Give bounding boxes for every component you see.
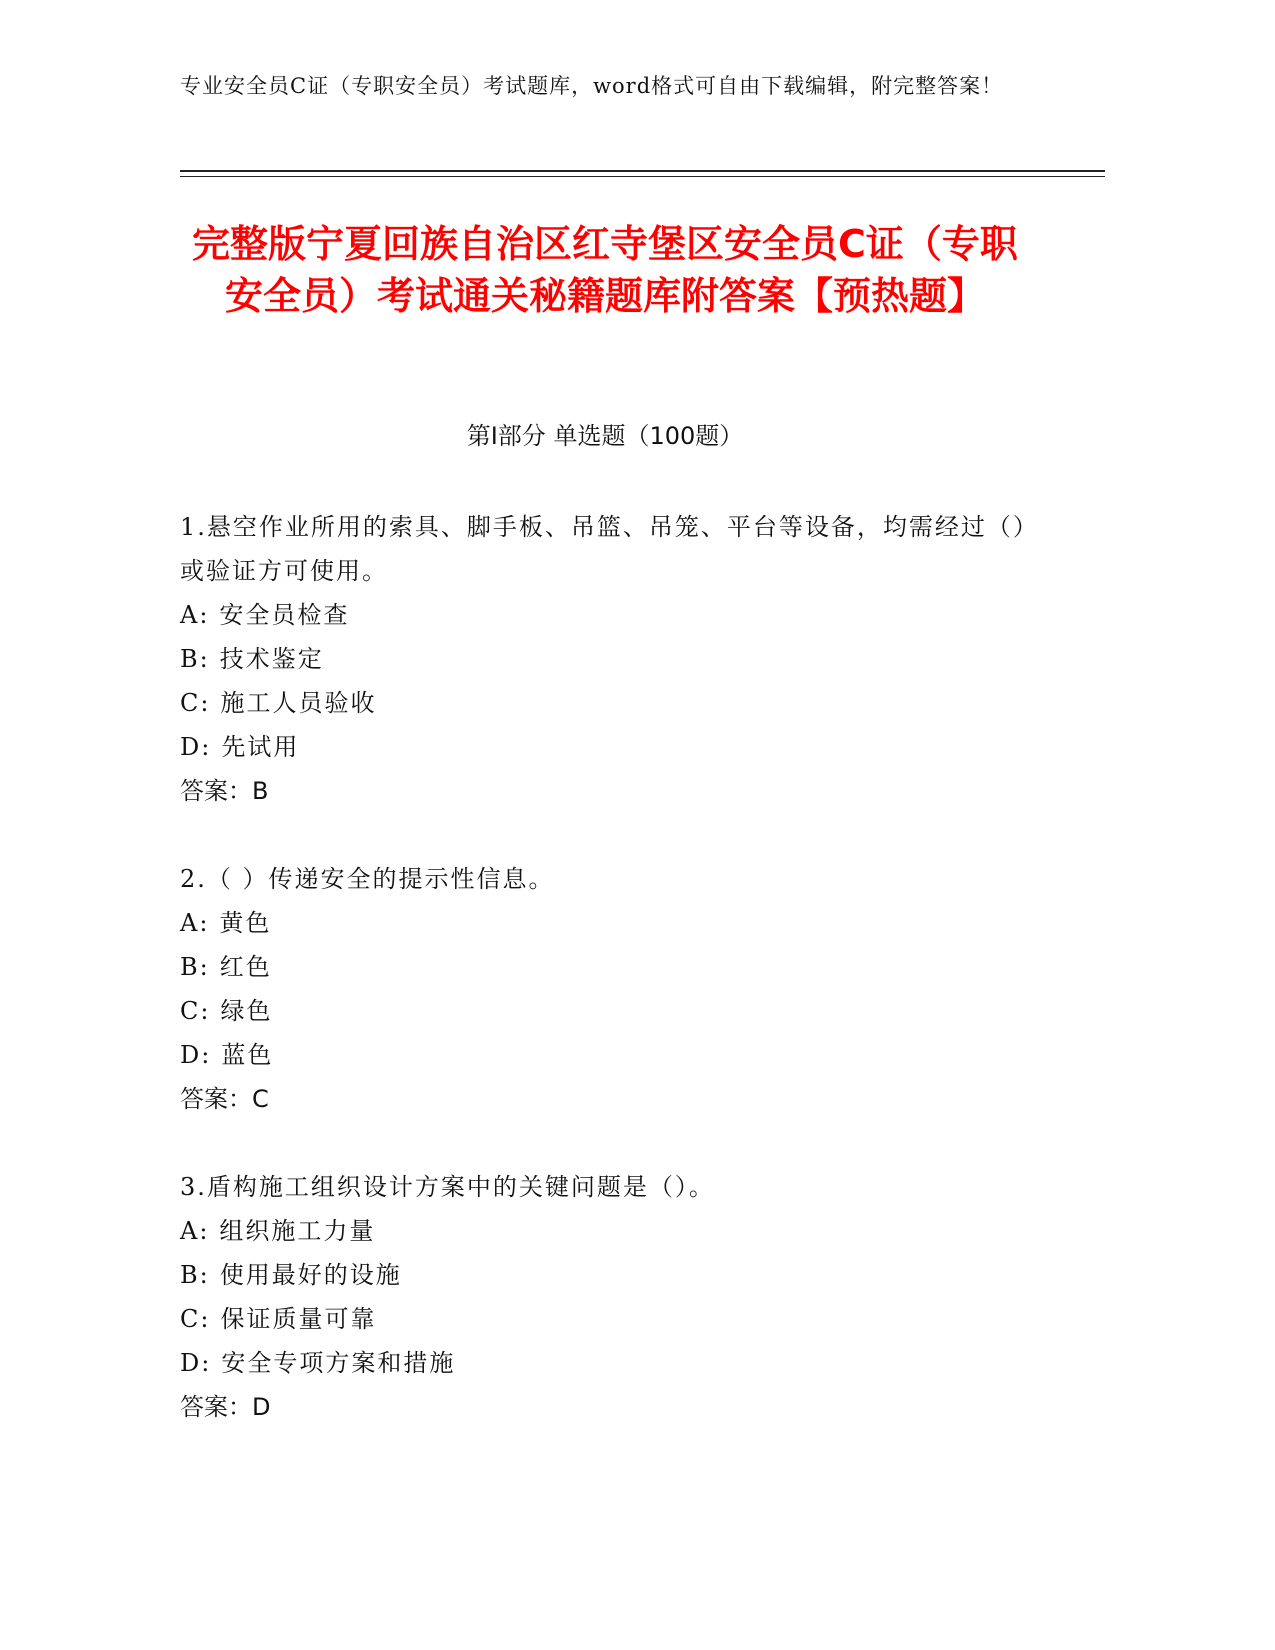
question-stem: 1.悬空作业所用的索具、脚手板、吊篮、吊笼、平台等设备，均需经过（）或验证方可使用。	[180, 513, 1027, 585]
question-option-d	[180, 725, 1030, 769]
option-key: B:	[180, 953, 210, 981]
option-text: 蓝色	[221, 1041, 274, 1069]
option-text: 施工人员验收	[220, 689, 377, 717]
section-title: 第I部分 单选题（100题）	[466, 422, 744, 450]
document-title: 完整版宁夏回族自治区红寺堡区安全员C证（专职安全员）考试通关秘籍题库附答案【预热题】	[192, 222, 1018, 318]
option-text: 使用最好的设施	[219, 1261, 402, 1289]
option-key: D:	[180, 1041, 212, 1069]
header-rule-thick	[180, 170, 1105, 172]
question-option-a	[180, 1209, 1030, 1253]
option-key: C:	[180, 1305, 211, 1333]
option-key: C:	[180, 997, 211, 1025]
question-option-a	[180, 593, 1030, 637]
question-answer: 答案：D	[180, 1393, 271, 1421]
question-option-b	[180, 1253, 1030, 1297]
question-option-d	[180, 1033, 1030, 1077]
question-item	[180, 857, 1030, 1121]
option-text: 组织施工力量	[219, 1217, 376, 1245]
question-list	[180, 505, 1030, 1473]
option-key: A:	[180, 909, 210, 937]
question-option-c	[180, 681, 1030, 725]
question-stem: 3.盾构施工组织设计方案中的关键问题是（）。	[180, 1173, 715, 1201]
question-option-b	[180, 637, 1030, 681]
option-text: 先试用	[221, 733, 300, 761]
option-text: 绿色	[220, 997, 273, 1025]
option-text: 红色	[219, 953, 272, 981]
question-option-b	[180, 945, 1030, 989]
option-text: 保证质量可靠	[220, 1305, 377, 1333]
option-key: A:	[180, 1217, 210, 1245]
question-answer: 答案：B	[180, 777, 269, 805]
option-text: 安全员检查	[219, 601, 350, 629]
header-note: 专业安全员C证（专职安全员）考试题库，word格式可自由下载编辑，附完整答案！	[180, 74, 1004, 98]
question-option-a	[180, 901, 1030, 945]
option-key: C:	[180, 689, 211, 717]
option-key: B:	[180, 1261, 210, 1289]
question-option-c	[180, 989, 1030, 1033]
option-key: B:	[180, 645, 210, 673]
question-option-c	[180, 1297, 1030, 1341]
option-text: 安全专项方案和措施	[221, 1349, 456, 1377]
question-option-d	[180, 1341, 1030, 1385]
question-answer: 答案：C	[180, 1085, 269, 1113]
question-stem: 2.（ ）传递安全的提示性信息。	[180, 865, 555, 893]
option-key: D:	[180, 1349, 212, 1377]
option-text: 技术鉴定	[219, 645, 324, 673]
header-rule-thin	[180, 176, 1105, 177]
question-item	[180, 505, 1030, 813]
option-key: A:	[180, 601, 210, 629]
option-text: 黄色	[219, 909, 272, 937]
option-key: D:	[180, 733, 212, 761]
question-item	[180, 1165, 1030, 1429]
